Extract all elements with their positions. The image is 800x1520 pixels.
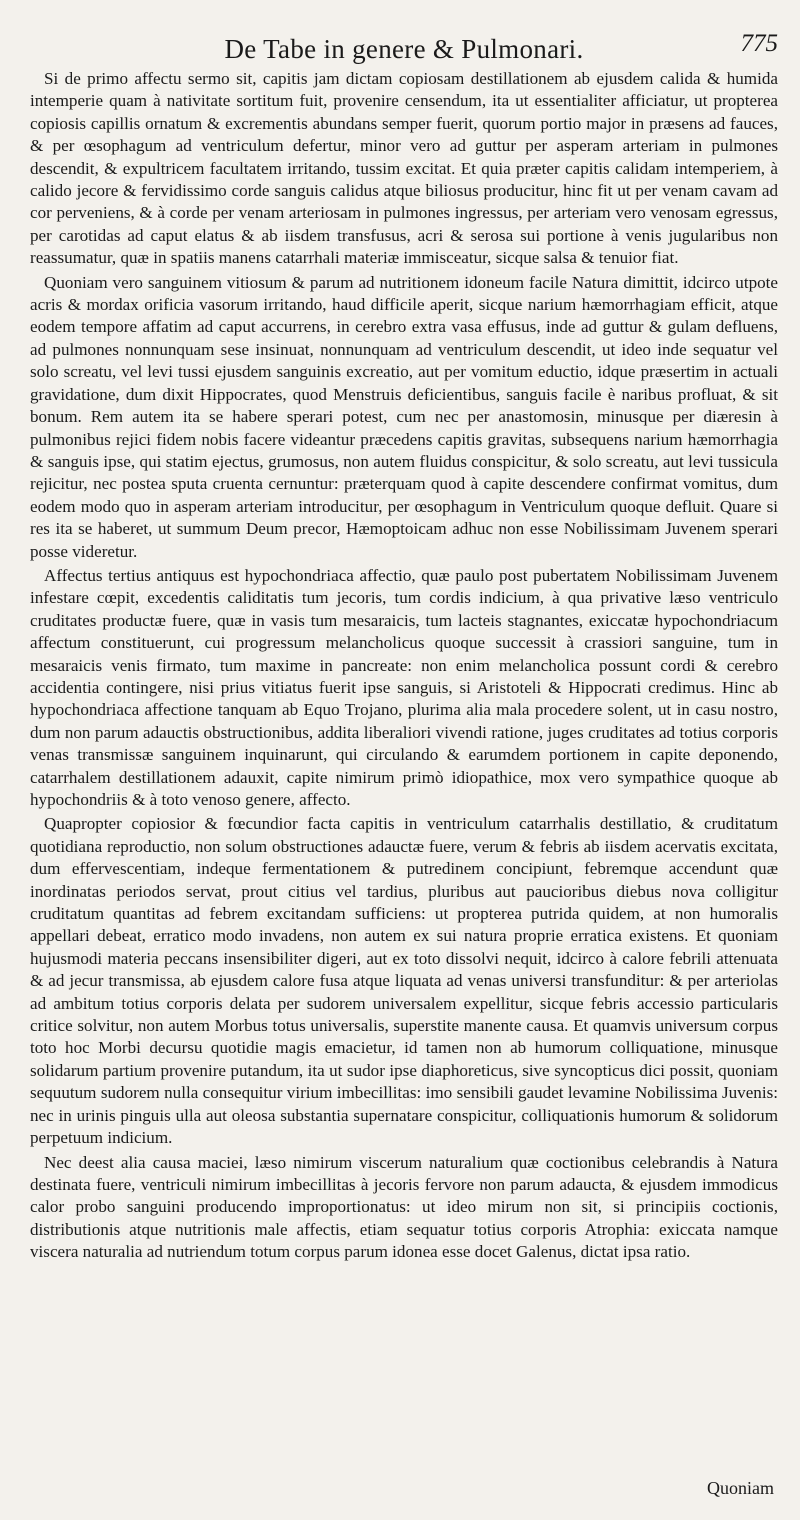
paragraph-5: Nec deest alia causa maciei, læso nimirum viscerum naturalium quæ coctionibus celebrandis à Natura destinata fuere, ventriculi nimirum imbecillitas à jecoris fervore non parum adaucta, & ejusdem immodicus calor probo sanguini producendo improportionatus: ut ideo mirum non sit, si principiis coctionis, distributionis atque nutritionis male affectis, etiam sequatur totius corporis Atrophia: exiccata namque viscera naturalia ad nutriendum totum corpus parum idonea esse docet Galenus, dictat ipsa ratio.: [30, 1152, 778, 1262]
body-text: [30, 68, 778, 1264]
paragraph-2: Quoniam vero sanguinem vitiosum & parum ad nutritionem idoneum facile Natura dimittit, idcirco utpote acris & mordax orificia vasorum irritando, haud difficile aperit, sicque narium hæmorrhagiam efficit, atque eodem tempore affatim ad caput accurrens, in cerebro extra vasa effusus, inde ad guttur & gulam defluens, ad pulmones nonnunquam sese insinuat, nonnunquam ad ventriculum descendit, ut ideo inde sequatur vel solo screatu, vel levi tussi ejusdem sanguinis excreatio, aut per vomitum eductio, idque præsertim in actuali gravidatione, dum dixit Hippocrates, quod Menstruis deficientibus, sanguis facile è naribus profluat, & sit bonum. Rem autem ita se habere sperari potest, cum nec per anastomosin, minusque per diæresin à pulmonibus rejici fidem nobis facere videantur præcedens capitis gravitas, subsequens narium hæmorrhagia & sanguis ipse, qui statim ejectus, grumosus, non autem fluidus conspicitur, & solo screatu, aut levi tussicula rejicitur, nec postea sputa cruenta cernuntur: præterquam quod à capite descendere confirmat vomitus, dum eodem modo quo in asperam arteriam introducitur, per œsophagum in Ventriculum quoque defluit. Quare si res ita se haberet, ut summum Deum precor, Hæmoptoicam adhuc non esse Nobilissimam Juvenem sperari posse videretur.: [30, 272, 778, 561]
paragraph-3: Affectus tertius antiquus est hypochondriaca affectio, quæ paulo post pubertatem Nobilissimam Juvenem infestare cœpit, excedentis caliditatis tum jecoris, tum cordis indicium, à qua privative læso ventriculo cruditates productæ fuere, quæ in vasis tum mesaraicis, tum lacteis stagnantes, exiccatæ hypochondriacum affectum constituerunt, cui progressum melancholicus quoque successit à crassiori sanguine, tum in mesaraicis venis firmato, tum maxime in pancreate: non enim melancholica possunt cordi & cerebro accidentia contingere, nisi prius vitiatus fuerit ipse sanguis, si Aristoteli & Hippocrati credimus. Hinc ab hypochondriaca affectione tanquam ab Equo Trojano, plurima alia mala procedere solent, ut in casu nostro, dum non parum adauctis obstructionibus, addita liberaliori vivendi ratione, juges cruditates ad totius corporis venas transmissæ sanguinem inquinarunt, qui circulando & earumdem portionem in capite deponendo, catarrhalem destillationem adauxit, capite nimirum primò idiopathice, mox vero sympathice quoque ab hypochondriis & à toto venoso genere, affecto.: [30, 565, 778, 809]
page-header: [30, 22, 778, 68]
running-title: De Tabe in genere & Pulmonari.: [224, 34, 584, 64]
catchword: Quoniam: [707, 1478, 774, 1498]
paragraph-4: Quapropter copiosior & fœcundior facta capitis in ventriculum catarrhalis destillatio, & cruditatum quotidiana reproductio, non solum obstructiones adauctæ fuere, verum & febris ab iisdem acervatis excitata, dum effervescentiam, indeque fermentationem & putredinem concipiunt, febremque accendunt quæ inordinatas periodos servat, prout citius vel tardius, pluribus aut paucioribus diebus nova colligitur cruditatum quantitas ad febrem excitandam sufficiens: ut propterea putrida quidem, at non humoralis appellari debeat, erratico modo invadens, non autem ex sui natura proprie erratica existens. Et quoniam hujusmodi materia peccans insensibiliter digeri, aut ex toto dissolvi nequit, idcirco à calore febrili attenuata & ad jecur transmissa, ab ejusdem calore fusa atque liquata ad venas universi transfunditur: & per arteriolas ad ambitum totius corporis delata per sudorem universalem expellitur, sicque febris accessio particularis critice solvitur, non autem Morbus totus universalis, superstite manente causa. Et quamvis universum corpus toto hoc Morbi decursu quotidie magis emacietur, id tamen non ab humorum colliquatione, minusque solidarum partium provenire putandum, ita ut sudor ipse diaphoreticus, sive syncopticus dici possit, quoniam sequutum sudorem nulla consequitur virium imbecillitas: imo sensibili gaudet levamine Nobilissima Juvenis: nec in urinis pinguis ulla aut oleosa substantia supernatare conspicitur, colliquationis humorum & solidorum perpetuum indicium.: [30, 814, 778, 1148]
paragraph-1: Si de primo affectu sermo sit, capitis jam dictam copiosam destillationem ab ejusdem calida & humida intemperie quam à nativitate sortitum fuit, provenire censendum, ita ut essentialiter afficiatur, ut propterea copiosis capillis ornatum & excrementis abundans semper fuerit, quorum portio major in præsens ad fauces, & per œsophagum ad ventriculum defertur, minor vero ad guttur per asperam arteriam in pulmones descendit, & expultricem facultatem irritando, tussim excitat. Et quia præter capitis calidam intemperiem, à calido jecore & fervidissimo corde sanguis calidus atque biliosus producitur, hinc fit ut per venam cavam ad cor perveniens, & à corde per venam arteriosam in pulmones ingressus, per arteriam vero venosam egressus, per carotidas ad caput elatus & ab iisdem transfusus, acri & serosa sui portione à venis jugularibus non reassumatur, quæ in spatiis manens catarrhali materiæ immisceatur, sicque salsa & tenuior fiat.: [30, 69, 778, 268]
page-number: 775: [740, 30, 778, 57]
